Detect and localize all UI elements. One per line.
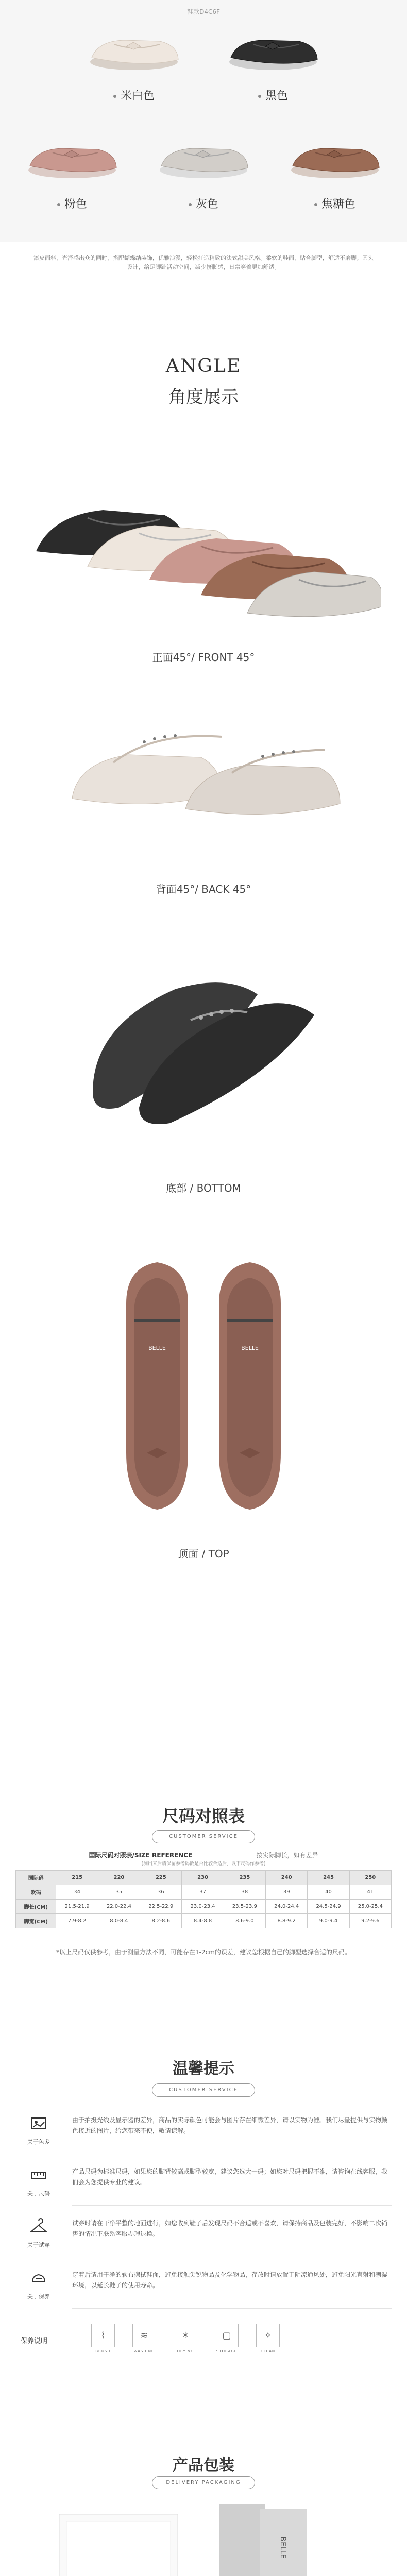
table-cell: 7.9-8.2 <box>56 1914 98 1928</box>
table-cell: 8.6-9.0 <box>224 1914 265 1928</box>
table-cell: 脚宽(CM) <box>16 1914 56 1928</box>
care-item <box>129 2324 160 2353</box>
angle-title-cn: 角度展示 <box>168 387 239 408</box>
back-45-shoes-image <box>67 706 345 840</box>
tip-label: 关于尺码 <box>27 2190 50 2197</box>
table-cell: 250 <box>349 1871 391 1885</box>
brush-icon: ⌇ <box>91 2324 115 2347</box>
colorway-section <box>0 0 407 242</box>
shoe-offwhite-image <box>82 21 185 77</box>
table-cell: 25.0-25.4 <box>349 1900 391 1914</box>
tips-title: 温馨提示 <box>173 2060 234 2078</box>
tip-text: 穿着后请用干净的软布擦拭鞋面，避免接触尖锐物品及化学物品，存放时请放置于阴凉通风处，避免阳光直射和潮湿环境，以延长鞋子的使用寿命。 <box>72 2271 388 2289</box>
care-item <box>252 2324 283 2353</box>
table-cell: 41 <box>349 1885 391 1900</box>
tips-section <box>0 2050 407 2442</box>
table-cell: 35 <box>98 1885 140 1900</box>
table-cell: 9.0-9.4 <box>308 1914 349 1928</box>
top-caption: 顶面 / TOP <box>178 1548 229 1560</box>
tip-text: 试穿时请在干净平整的地面进行，如您收到鞋子后发现尺码不合适或不喜欢，请保持商品及包装完好，不影响二次销售的情况下联系客服办理退换。 <box>72 2219 388 2238</box>
size-table-title: 国际尺码对照表/SIZE REFERENCE <box>89 1852 193 1859</box>
front-45-shoes-image <box>31 474 381 629</box>
table-cell: 脚长(CM) <box>16 1900 56 1914</box>
hanger-icon <box>30 2218 47 2235</box>
packaging-section <box>0 2442 407 2576</box>
colorway-grey[interactable] <box>147 129 260 211</box>
product-code: 鞋款D4C6F <box>187 8 220 15</box>
table-cell: 36 <box>140 1885 182 1900</box>
bottom-view-shoes-image <box>72 958 340 1128</box>
insole-brand-right: BELLE <box>241 1345 259 1351</box>
front-45-caption: 正面45°/ FRONT 45° <box>152 651 255 664</box>
table-cell: 215 <box>56 1871 98 1885</box>
table-row <box>16 1914 392 1928</box>
palette-icon <box>30 2115 47 2132</box>
size-table-subnote: (测出来后请保留参考码数是否比较合适后，以下尺码作参考) <box>141 1861 266 1867</box>
shoe-black-image <box>222 21 325 77</box>
size-table <box>15 1870 392 1928</box>
back-45-caption: 背面45°/ BACK 45° <box>156 883 251 895</box>
shoe-pink-image <box>21 129 124 185</box>
care-item <box>88 2324 118 2353</box>
table-cell: 21.5-21.9 <box>56 1900 98 1914</box>
tips-subtitle: CUSTOMER SERVICE <box>152 2083 255 2097</box>
table-cell: 8.0-8.4 <box>98 1914 140 1928</box>
drying-icon: ☀ <box>174 2324 197 2347</box>
care-label: 保养说明 <box>21 2337 48 2345</box>
care-item <box>170 2324 201 2353</box>
table-cell: 37 <box>182 1885 224 1900</box>
table-cell: 245 <box>308 1871 349 1885</box>
tip-text: 产品尺码为标准尺码，如果您的脚背较高或脚型较宽，建议您选大一码；如您对尺码把握不准，请咨询在线客服，我们会为您提供专业的建议。 <box>72 2168 388 2186</box>
packaging-subtitle: DELIVERY PACKAGING <box>152 2476 255 2489</box>
care-item-label: BRUSH <box>95 2349 111 2353</box>
bottom-caption: 底部 / BOTTOM <box>166 1182 241 1194</box>
care-item-label: WASHING <box>133 2349 155 2353</box>
colorway-label: 粉色 <box>64 198 87 211</box>
table-cell: 22.5-22.9 <box>140 1900 182 1914</box>
size-chart-section <box>0 1793 407 2050</box>
table-cell: 8.4-8.8 <box>182 1914 224 1928</box>
angle-title-en: ANGLE <box>165 355 242 377</box>
divider <box>72 2205 392 2206</box>
table-cell: 9.2-9.6 <box>349 1914 391 1928</box>
table-row <box>16 1885 392 1900</box>
shoe-grey-image <box>152 129 255 185</box>
colorway-label: 黑色 <box>265 90 288 103</box>
colorway-caramel[interactable] <box>278 129 392 211</box>
size-table-note: 按实际脚长，如有差异 <box>256 1852 318 1859</box>
table-cell: 39 <box>266 1885 308 1900</box>
colorway-label: 灰色 <box>195 198 218 211</box>
care-item-label: CLEAN <box>260 2349 276 2353</box>
size-chart-title: 尺码对照表 <box>162 1806 245 1826</box>
table-cell: 220 <box>98 1871 140 1885</box>
divider <box>72 2308 392 2309</box>
table-cell: 34 <box>56 1885 98 1900</box>
table-cell: 8.2-8.6 <box>140 1914 182 1928</box>
clean-icon: ✧ <box>256 2324 280 2347</box>
table-cell: 22.0-22.4 <box>98 1900 140 1914</box>
intro-text: 漆皮面料，光泽感出众的同时，搭配蝴蝶结装饰，优雅浪漫，轻松打造精致的法式甜美风格。柔软的鞋面，贴合脚型，舒适不磨脚；圆头设计，给足脚趾活动空间，减少挤脚感，日常穿着更加舒适。 <box>33 255 374 270</box>
angle-section <box>0 289 407 1793</box>
colorway-label: 焦糖色 <box>321 198 355 211</box>
table-cell: 23.0-23.4 <box>182 1900 224 1914</box>
packaging-title: 产品包装 <box>173 2456 234 2475</box>
table-cell: 40 <box>308 1885 349 1900</box>
tip-text: 由于拍摄光线及显示器的差异，商品的实际颜色可能会与图片存在细微差异，请以实物为准。我们尽量提供与实物颜色接近的图片，给您带来不便，敬请谅解。 <box>72 2116 388 2134</box>
insole-brand-left: BELLE <box>148 1345 166 1351</box>
table-cell: 38 <box>224 1885 265 1900</box>
care-item-label: DRYING <box>177 2349 194 2353</box>
ruler-icon <box>30 2166 47 2184</box>
colorway-black[interactable] <box>216 21 330 103</box>
care-item-label: STORAGE <box>216 2349 238 2353</box>
care-icon <box>30 2269 47 2287</box>
table-cell: 230 <box>182 1871 224 1885</box>
table-row <box>16 1871 392 1885</box>
bag-brand-text: BELLE <box>279 2536 287 2559</box>
size-chart-subtitle: CUSTOMER SERVICE <box>152 1830 255 1843</box>
tip-label: 关于色差 <box>27 2139 50 2145</box>
shoe-caramel-image <box>283 129 386 185</box>
colorway-pink[interactable] <box>15 129 129 211</box>
table-cell: 8.8-9.2 <box>266 1914 308 1928</box>
table-cell: 24.0-24.4 <box>266 1900 308 1914</box>
table-cell: 225 <box>140 1871 182 1885</box>
size-chart-footnote: *以上尺码仅供参考，由于测量方法不同，可能存在1-2cm的误差，建议您根据自己的脚型选择合适的尺码。 <box>56 1948 351 1956</box>
washing-icon: ≋ <box>132 2324 156 2347</box>
colorway-offwhite[interactable] <box>77 21 191 103</box>
table-cell: 欧码 <box>16 1885 56 1900</box>
table-cell: 235 <box>224 1871 265 1885</box>
intro-section <box>0 242 407 289</box>
colorway-label: 米白色 <box>120 90 155 103</box>
table-cell: 23.5-23.9 <box>224 1900 265 1914</box>
top-view-shoes-image <box>111 1257 296 1515</box>
table-cell: 24.5-24.9 <box>308 1900 349 1914</box>
storage-icon: ▢ <box>215 2324 239 2347</box>
tip-label: 关于保养 <box>27 2293 50 2300</box>
table-cell: 240 <box>266 1871 308 1885</box>
table-row <box>16 1900 392 1914</box>
tip-label: 关于试穿 <box>27 2242 50 2248</box>
table-cell: 国际码 <box>16 1871 56 1885</box>
packaging-image <box>54 2499 353 2576</box>
care-item <box>211 2324 242 2353</box>
